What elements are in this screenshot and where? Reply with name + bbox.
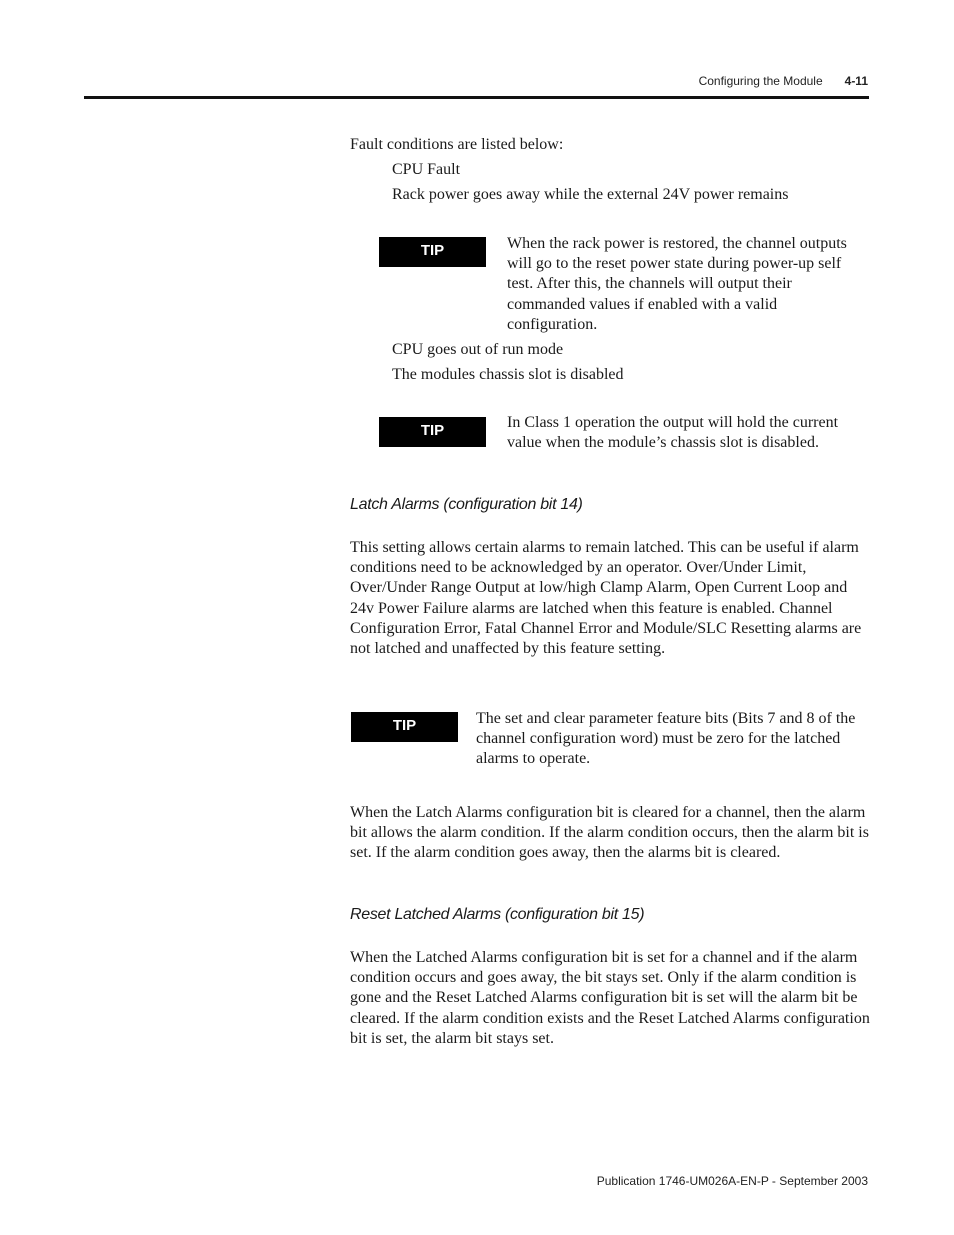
fault-item-rack-power: Rack power goes away while the external 24V power remains [392, 186, 789, 203]
fault-intro: Fault conditions are listed below: [350, 136, 564, 153]
header-section-title: Configuring the Module [698, 74, 823, 88]
fault-item-cpu-fault: CPU Fault [392, 161, 461, 178]
latch-alarms-paragraph: This setting allows certain alarms to remain latched. This can be useful if alarm conditions need to be acknowledged by an operator. Over/Under Limit, Over/Under Range Output at low/high Clamp Alarm, Open Current Loop and 24v Power Failure alarms are latched when this feature is enabled. Channel Configuration Error, Fatal Channel Error and Module/SLC Resetting alarms are not latched and unaffected by this feature setting. [350, 539, 862, 658]
tip-badge: TIP [379, 417, 486, 447]
tip-text-class1: In Class 1 operation the output will hold the current value when the module’s chassis slot is disabled. [507, 414, 839, 452]
tip-badge: TIP [379, 237, 486, 267]
latch-alarms-heading: Latch Alarms (configuration bit 14) [350, 496, 583, 513]
tip-text-rack-power: When the rack power is restored, the channel outputs will go to the reset power state during power-up self test. After this, the channels will output their commanded values if enabled with a valid configuration. [507, 235, 847, 333]
fault-item-slot-disabled: The modules chassis slot is disabled [392, 366, 624, 383]
reset-latched-alarms-heading: Reset Latched Alarms (configuration bit 15) [350, 906, 645, 923]
reset-latched-paragraph: When the Latched Alarms configuration bit is set for a channel and if the alarm condition occurs and goes away, the bit stays set. Only if the alarm condition is gone and the Reset Latched Alarms configuration bit is set will the alarm bit be cleared. If the alarm condition exists and the Reset Latched Alarms configuration bit is set, the alarm bit stays set. [350, 949, 870, 1047]
header-rule [84, 96, 869, 99]
tip-badge: TIP [351, 712, 458, 742]
running-header [699, 74, 868, 88]
page-number: 4-11 [844, 74, 868, 88]
tip-text-latched-bits: The set and clear parameter feature bits (Bits 7 and 8 of the channel configuration word) must be zero for the latched alarms to operate. [476, 710, 856, 768]
publication-footer: Publication 1746-UM026A-EN-P - September 2003 [596, 1174, 868, 1188]
latch-cleared-paragraph: When the Latch Alarms configuration bit is cleared for a channel, then the alarm bit allows the alarm condition. If the alarm condition occurs, then the alarm bit is set. If the alarm condition goes away, then the alarms bit is cleared. [350, 804, 869, 862]
fault-item-run-mode: CPU goes out of run mode [392, 341, 564, 358]
